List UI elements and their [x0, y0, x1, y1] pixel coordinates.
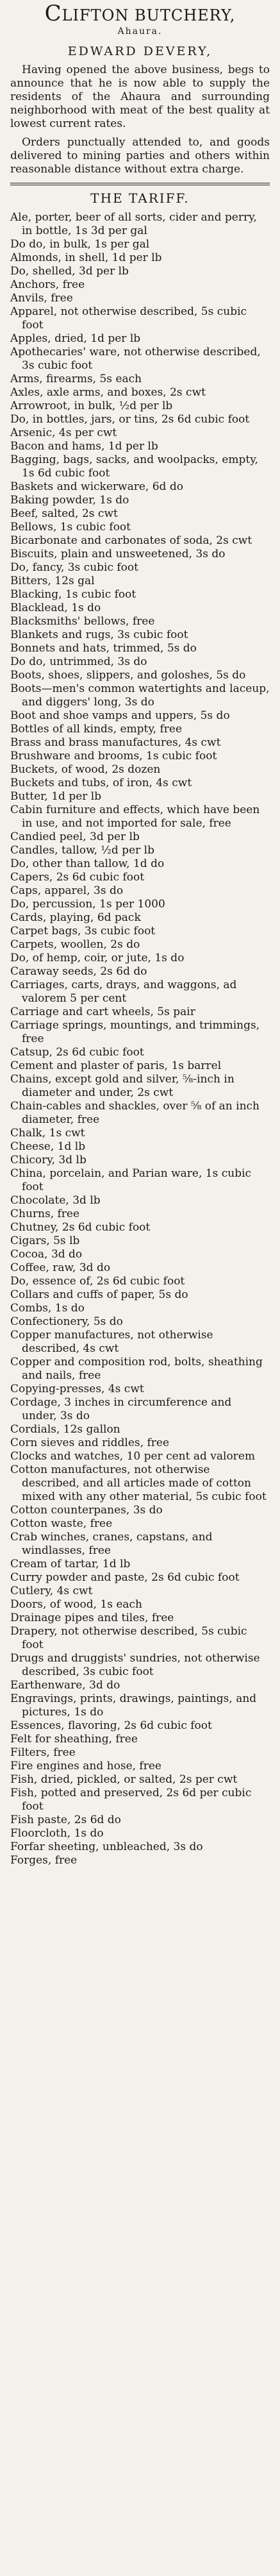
tariff-item: Buckets and tubs, of iron, 4s cwt: [10, 777, 192, 789]
tariff-item: Biscuits, plain and unsweetened, 3s do: [10, 548, 226, 560]
tariff-item: Confectionery, 5s do: [10, 1315, 123, 1328]
tariff-item: Chalk, 1s cwt: [10, 1127, 85, 1140]
tariff-item: Arsenic, 4s per cwt: [10, 426, 117, 439]
tariff-item: Anchors, free: [10, 278, 85, 291]
tariff-item: Doors, of wood, 1s each: [10, 1598, 143, 1611]
tariff-item: Beef, salted, 2s cwt: [10, 507, 118, 520]
tariff-item: Cabin furniture and effects, which have been in use, and not imported for sale, free: [10, 804, 260, 830]
tariff-item: Apothecaries' ware, not otherwise described, 3s cubic foot: [10, 346, 261, 372]
tariff-item: Filters, free: [10, 1746, 76, 1759]
tariff-item: Carpets, woollen, 2s do: [10, 938, 140, 951]
tariff-item: Baskets and wickerware, 6d do: [10, 480, 183, 493]
tariff-item: Combs, 1s do: [10, 1302, 85, 1315]
tariff-item: Axles, axle arms, and boxes, 2s cwt: [10, 386, 206, 399]
tariff-item: Fish, potted and preserved, 2s 6d per cubic foot: [10, 1787, 252, 1813]
tariff-item: Brushware and brooms, 1s cubic foot: [10, 750, 217, 762]
tariff-item: Carriages, carts, drays, and waggons, ad valorem 5 per cent: [10, 979, 237, 1005]
tariff-item: Caraway seeds, 2s 6d do: [10, 965, 147, 978]
tariff-item: Earthenware, 3d do: [10, 1679, 120, 1692]
tariff-item: Drapery, not otherwise described, 5s cubic foot: [10, 1625, 247, 1651]
tariff-item: Boots—men's common watertights and laceup, and diggers' long, 3s do: [10, 682, 270, 709]
tariff-item: Copper and composition rod, bolts, sheathing and nails, free: [10, 1356, 263, 1382]
tariff-item: Collars and cuffs of paper, 5s do: [10, 1288, 188, 1301]
tariff-item: Bagging, bags, sacks, and woolpacks, empty, 1s 6d cubic foot: [10, 453, 258, 480]
tariff-item: Essences, flavoring, 2s 6d cubic foot: [10, 1719, 212, 1732]
tariff-item: Arms, firearms, 5s each: [10, 373, 142, 385]
tariff-item: Carriage springs, mountings, and trimmings, free: [10, 1019, 260, 1045]
tariff-item: Fire engines and hose, free: [10, 1760, 161, 1772]
advertiser-name: EDWARD DEVERY,: [67, 44, 213, 58]
tariff-item: Drugs and druggists' sundries, not otherwise described, 3s cubic foot: [10, 1652, 260, 1678]
tariff-item: Felt for sheathing, free: [10, 1733, 138, 1746]
tariff-item: Do do, in bulk, 1s per gal: [10, 238, 150, 251]
tariff-item: Catsup, 2s 6d cubic foot: [10, 1046, 144, 1059]
business-title: [10, 1, 270, 26]
tariff-item: Bacon and hams, 1d per lb: [10, 440, 158, 453]
tariff-item: Copper manufactures, not otherwise described, 4s cwt: [10, 1329, 213, 1355]
tariff-item: Blacklead, 1s do: [10, 602, 101, 614]
tariff-item: Forfar sheeting, unbleached, 3s do: [10, 1840, 203, 1853]
tariff-item: Do, shelled, 3d per lb: [10, 265, 129, 278]
tariff-item: Cotton manufactures, not otherwise described, and all articles made of cotton mixed with any other material, 5s cubic foot: [10, 1463, 267, 1503]
tariff-item: Blacksmiths' bellows, free: [10, 615, 155, 628]
tariff-item: Buckets, of wood, 2s dozen: [10, 763, 161, 776]
tariff-item: Baking powder, 1s do: [10, 494, 129, 507]
tariff-item: Floorcloth, 1s do: [10, 1827, 104, 1840]
tariff-item: Do do, untrimmed, 3s do: [10, 655, 147, 668]
tariff-item: Cheese, 1d lb: [10, 1140, 86, 1153]
tariff-item: Carriage and cart wheels, 5s pair: [10, 1006, 195, 1018]
tariff-item: Boot and shoe vamps and uppers, 5s do: [10, 709, 230, 722]
tariff-item: Cards, playing, 6d pack: [10, 911, 141, 924]
tariff-item: Almonds, in shell, 1d per lb: [10, 251, 162, 264]
tariff-item: Churns, free: [10, 1208, 80, 1220]
tariff-item: Cordials, 12s gallon: [10, 1423, 120, 1436]
tariff-item: Ale, porter, beer of all sorts, cider and perry, in bottle, 1s 3d per gal: [10, 211, 257, 237]
tariff-item: Cotton counterpanes, 3s do: [10, 1504, 163, 1517]
tariff-item: Curry powder and paste, 2s 6d cubic foot: [10, 1571, 240, 1584]
tariff-item: Cutlery, 4s cwt: [10, 1585, 93, 1597]
tariff-item: Cream of tartar, 1d lb: [10, 1558, 131, 1570]
tariff-item: Candles, tallow, ½d per lb: [10, 844, 154, 857]
tariff-item: Bitters, 12s gal: [10, 575, 95, 587]
announcement-paragraph: Orders punctually attended to, and goods delivered to mining parties and others within reasonable distance without extra charge.: [10, 136, 270, 176]
tariff-item: Blankets and rugs, 3s cubic foot: [10, 628, 188, 641]
tariff-item: Cigars, 5s lb: [10, 1234, 80, 1247]
tariff-item: Crab winches, cranes, capstans, and windlasses, free: [10, 1531, 213, 1557]
tariff-title: THE TARIFF.: [90, 190, 190, 206]
tariff-item: Blacking, 1s cubic foot: [10, 588, 136, 601]
tariff-item: China, porcelain, and Parian ware, 1s cubic foot: [10, 1167, 252, 1193]
tariff-item: Chain-cables and shackles, over ⅝ of an inch diameter, free: [10, 1100, 259, 1126]
tariff-item: Capers, 2s 6d cubic foot: [10, 871, 145, 884]
tariff-item: Cocoa, 3d do: [10, 1248, 83, 1261]
tariff-item: Caps, apparel, 3s do: [10, 884, 124, 897]
tariff-item: Arrowroot, in bulk, ½d per lb: [10, 400, 173, 412]
tariff-item: Clocks and watches, 10 per cent ad valorem: [10, 1450, 255, 1463]
tariff-item: Cordage, 3 inches in circumference and under, 3s do: [10, 1396, 232, 1422]
tariff-item: Cement and plaster of paris, 1s barrel: [10, 1059, 222, 1072]
announcement-paragraph: Having opened the above business, begs to announce that he is now able to supply the residents of the Ahaura and surrounding neighborhood with meat of the best quality at lowest current rates.: [10, 63, 270, 130]
drop-letter: C: [44, 1, 62, 26]
tariff-item: Do, fancy, 3s cubic foot: [10, 561, 138, 574]
tariff-item: Do, of hemp, coir, or jute, 1s do: [10, 952, 185, 964]
tariff-item: Corn sieves and riddles, free: [10, 1436, 170, 1449]
tariff-item: Candied peel, 3d per lb: [10, 830, 140, 843]
tariff-item: Coffee, raw, 3d do: [10, 1261, 111, 1274]
tariff-item: Butter, 1d per lb: [10, 790, 102, 803]
tariff-item: Chocolate, 3d lb: [10, 1194, 101, 1207]
tariff-item: Bicarbonate and carbonates of soda, 2s cwt: [10, 534, 252, 547]
tariff-item: Fish paste, 2s 6d do: [10, 1814, 121, 1826]
tariff-item: Bellows, 1s cubic foot: [10, 521, 131, 534]
tariff-item: Forges, free: [10, 1854, 78, 1867]
tariff-item: Anvils, free: [10, 292, 73, 305]
tariff-item: Carpet bags, 3s cubic foot: [10, 925, 156, 938]
tariff-item: Fish, dried, pickled, or salted, 2s per cwt: [10, 1773, 238, 1786]
tariff-item: Drainage pipes and tiles, free: [10, 1612, 174, 1624]
tariff-item: Chutney, 2s 6d cubic foot: [10, 1221, 151, 1234]
tariff-list: [10, 211, 270, 1867]
tariff-item: Brass and brass manufactures, 4s cwt: [10, 736, 221, 749]
tariff-item: Do, percussion, 1s per 1000: [10, 898, 165, 911]
tariff-item: Bonnets and hats, trimmed, 5s do: [10, 642, 197, 655]
tariff-item: Copying-presses, 4s cwt: [10, 1383, 144, 1395]
tariff-item: Chains, except gold and silver, ⅝-inch in diameter and under, 2s cwt: [10, 1073, 235, 1099]
tariff-item: Apparel, not otherwise described, 5s cubic foot: [10, 305, 247, 332]
title-rest: LIFTON BUTCHERY,: [62, 6, 236, 24]
tariff-item: Do, essence of, 2s 6d cubic foot: [10, 1275, 185, 1288]
tariff-item: Boots, shoes, slippers, and goloshes, 5s do: [10, 669, 246, 682]
tariff-item: Do, other than tallow, 1d do: [10, 857, 165, 870]
business-location: Ahaura.: [117, 26, 163, 37]
tariff-item: Chicory, 3d lb: [10, 1154, 86, 1166]
tariff-item: Apples, dried, 1d per lb: [10, 332, 141, 345]
tariff-item: Cotton waste, free: [10, 1517, 113, 1530]
tariff-item: Do, in bottles, jars, or tins, 2s 6d cubic foot: [10, 413, 250, 426]
tariff-item: Engravings, prints, drawings, paintings, and pictures, 1s do: [10, 1692, 257, 1719]
tariff-item: Bottles of all kinds, empty, free: [10, 723, 183, 736]
